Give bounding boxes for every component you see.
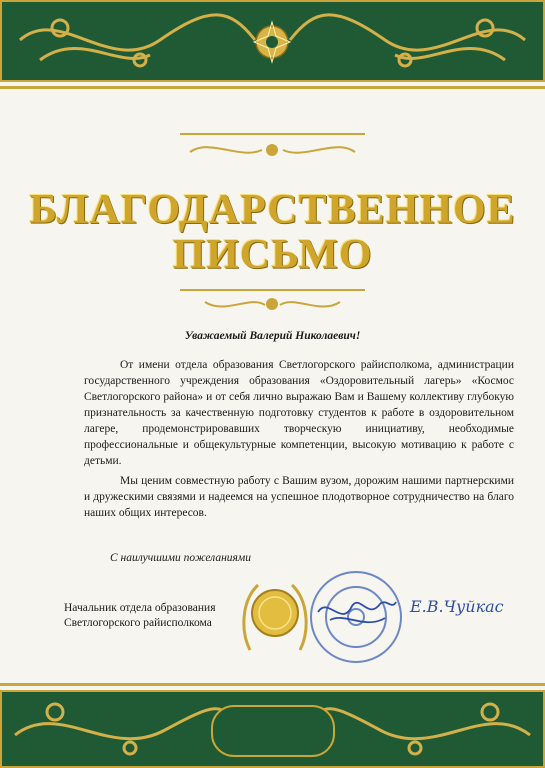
closing-line: С наилучшими пожеланиями — [110, 552, 251, 564]
header-flourish-bottom — [180, 290, 365, 309]
signatory-title — [64, 601, 216, 631]
signatory-position: Начальник отдела образования — [64, 602, 216, 614]
title-line-1: БЛАГОДАРСТВЕННОЕ — [29, 187, 516, 233]
letter-paragraph-2: Мы ценим совместную работу с Вашим вузом, дорожим нашими партнерскими и дружескими связями и надеемся на успешное плодотворное сотрудничество на благо наших общих интересов. — [84, 475, 514, 519]
handwritten-name: Е.В.Чуйкас — [410, 597, 504, 616]
gold-seal-icon — [244, 585, 306, 650]
top-rosette-icon — [254, 22, 290, 62]
official-stamp-icon — [311, 572, 401, 662]
greeting: Уважаемый Валерий Николаевич! — [184, 330, 361, 342]
header-flourish-top — [180, 134, 365, 155]
title-line-2: ПИСЬМО — [172, 232, 373, 278]
signatory-organization: Светлогорского райисполкома — [64, 617, 212, 629]
letter-body — [84, 357, 514, 525]
bottom-cartouche — [212, 706, 334, 756]
letter-paragraph-1: От имени отдела образования Светлогорского райисполкома, администрации государственного учреждения образования «Оздоровительный лагерь» «Космос Светлогорского района» и от себя лично выражаю Вам и Вашему коллективу глубокую признательность за качественную подготовку студентов к работе в оздоровительном лагере, продемонстрировавших творческую инициативу, необходимые профессиональные и общекультурные компетенции, высокую мотивацию к работе с детьми. — [84, 359, 514, 467]
